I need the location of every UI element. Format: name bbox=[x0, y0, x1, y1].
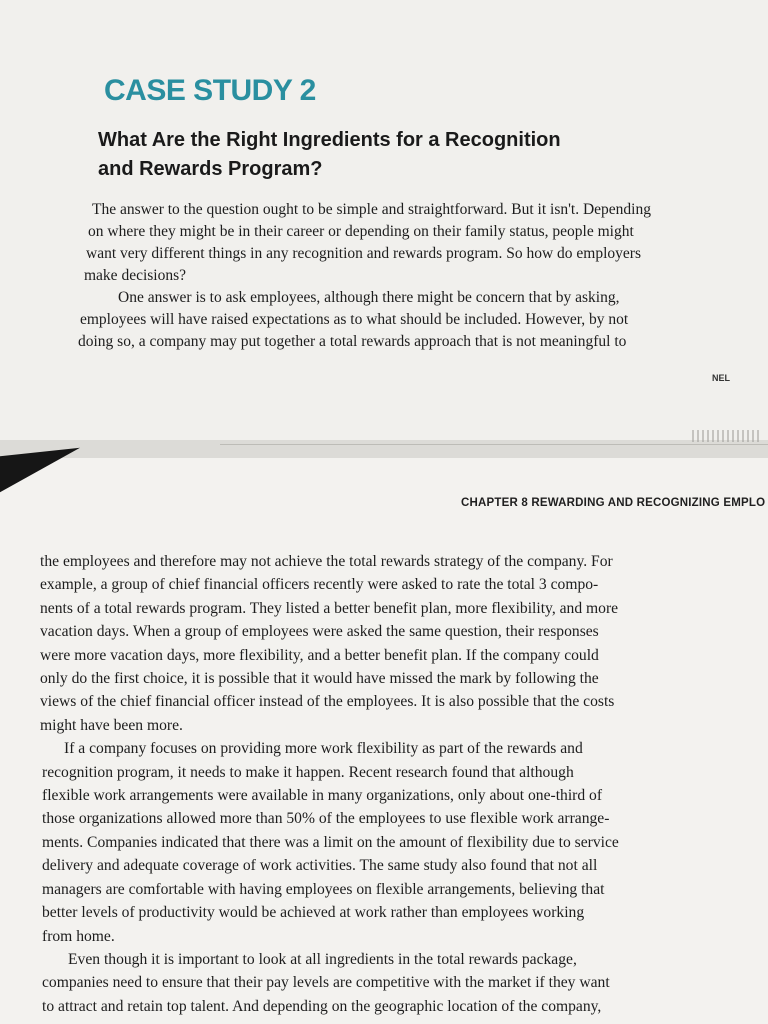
body-line: vacation days. When a group of employees were asked the same question, their responses bbox=[40, 623, 599, 641]
body-line: example, a group of chief financial officers recently were asked to rate the total 3 compo- bbox=[40, 576, 599, 594]
body-line: from home. bbox=[42, 927, 115, 945]
subtitle-line: What Are the Right Ingredients for a Recognition bbox=[98, 129, 561, 151]
body-line: views of the chief financial officer instead of the employees. It is also possible that the costs bbox=[40, 693, 615, 711]
top-body-text bbox=[78, 199, 651, 353]
scan-artifact bbox=[692, 430, 762, 442]
body-line: employees will have raised expectations as to what should be included. However, by not bbox=[80, 311, 629, 328]
body-line: nents of a total rewards program. They listed a better benefit plan, more flexibility, and more bbox=[40, 599, 619, 617]
page-gap bbox=[0, 440, 768, 458]
bottom-body-text bbox=[40, 550, 619, 1018]
body-line: might have been more. bbox=[40, 716, 183, 734]
case-study-title: CASE STUDY 2 bbox=[104, 74, 316, 107]
body-line: If a company focuses on providing more work flexibility as part of the rewards and bbox=[64, 740, 583, 758]
body-line: better levels of productivity would be achieved at work rather than employees working bbox=[42, 904, 585, 922]
body-line: Even though it is important to look at all ingredients in the total rewards package, bbox=[68, 950, 577, 968]
body-line: were more vacation days, more flexibility, and a better benefit plan. If the company could bbox=[40, 646, 599, 664]
body-line: delivery and adequate coverage of work activities. The same study also found that not all bbox=[42, 857, 598, 875]
chapter-running-header: CHAPTER 8 REWARDING AND RECOGNIZING EMPLO bbox=[461, 497, 766, 509]
page-edge-line bbox=[220, 444, 768, 445]
body-line: on where they might be in their career or depending on their family status, people might bbox=[88, 223, 634, 240]
body-line: managers are comfortable with having employees on flexible arrangements, believing that bbox=[42, 880, 605, 898]
body-line: to attract and retain top talent. And depending on the geographic location of the company, bbox=[42, 997, 602, 1015]
body-line: recognition program, it needs to make it happen. Recent research found that although bbox=[42, 763, 574, 781]
body-line: The answer to the question ought to be simple and straightforward. But it isn't. Depending bbox=[92, 201, 651, 218]
body-line: doing so, a company may put together a total rewards approach that is not meaningful to bbox=[78, 333, 627, 350]
subtitle-line: and Rewards Program? bbox=[98, 158, 323, 180]
body-line: make decisions? bbox=[84, 267, 187, 284]
body-line: companies need to ensure that their pay levels are competitive with the market if they want bbox=[42, 974, 610, 992]
body-line: One answer is to ask employees, although there might be concern that by asking, bbox=[118, 289, 620, 306]
case-study-subtitle bbox=[98, 126, 698, 184]
body-line: only do the first choice, it is possible that it would have missed the mark by following the bbox=[40, 670, 599, 688]
body-line: the employees and therefore may not achieve the total rewards strategy of the company. For bbox=[40, 553, 613, 570]
body-line: flexible work arrangements were available in many organizations, only about one-third of bbox=[42, 787, 603, 805]
body-line: those organizations allowed more than 50% of the employees to use flexible work arrange- bbox=[42, 810, 610, 828]
body-line: want very different things in any recognition and rewards program. So how do employers bbox=[86, 245, 641, 262]
publisher-mark: NEL bbox=[712, 373, 730, 383]
body-line: ments. Companies indicated that there was a limit on the amount of flexibility due to service bbox=[42, 833, 619, 851]
